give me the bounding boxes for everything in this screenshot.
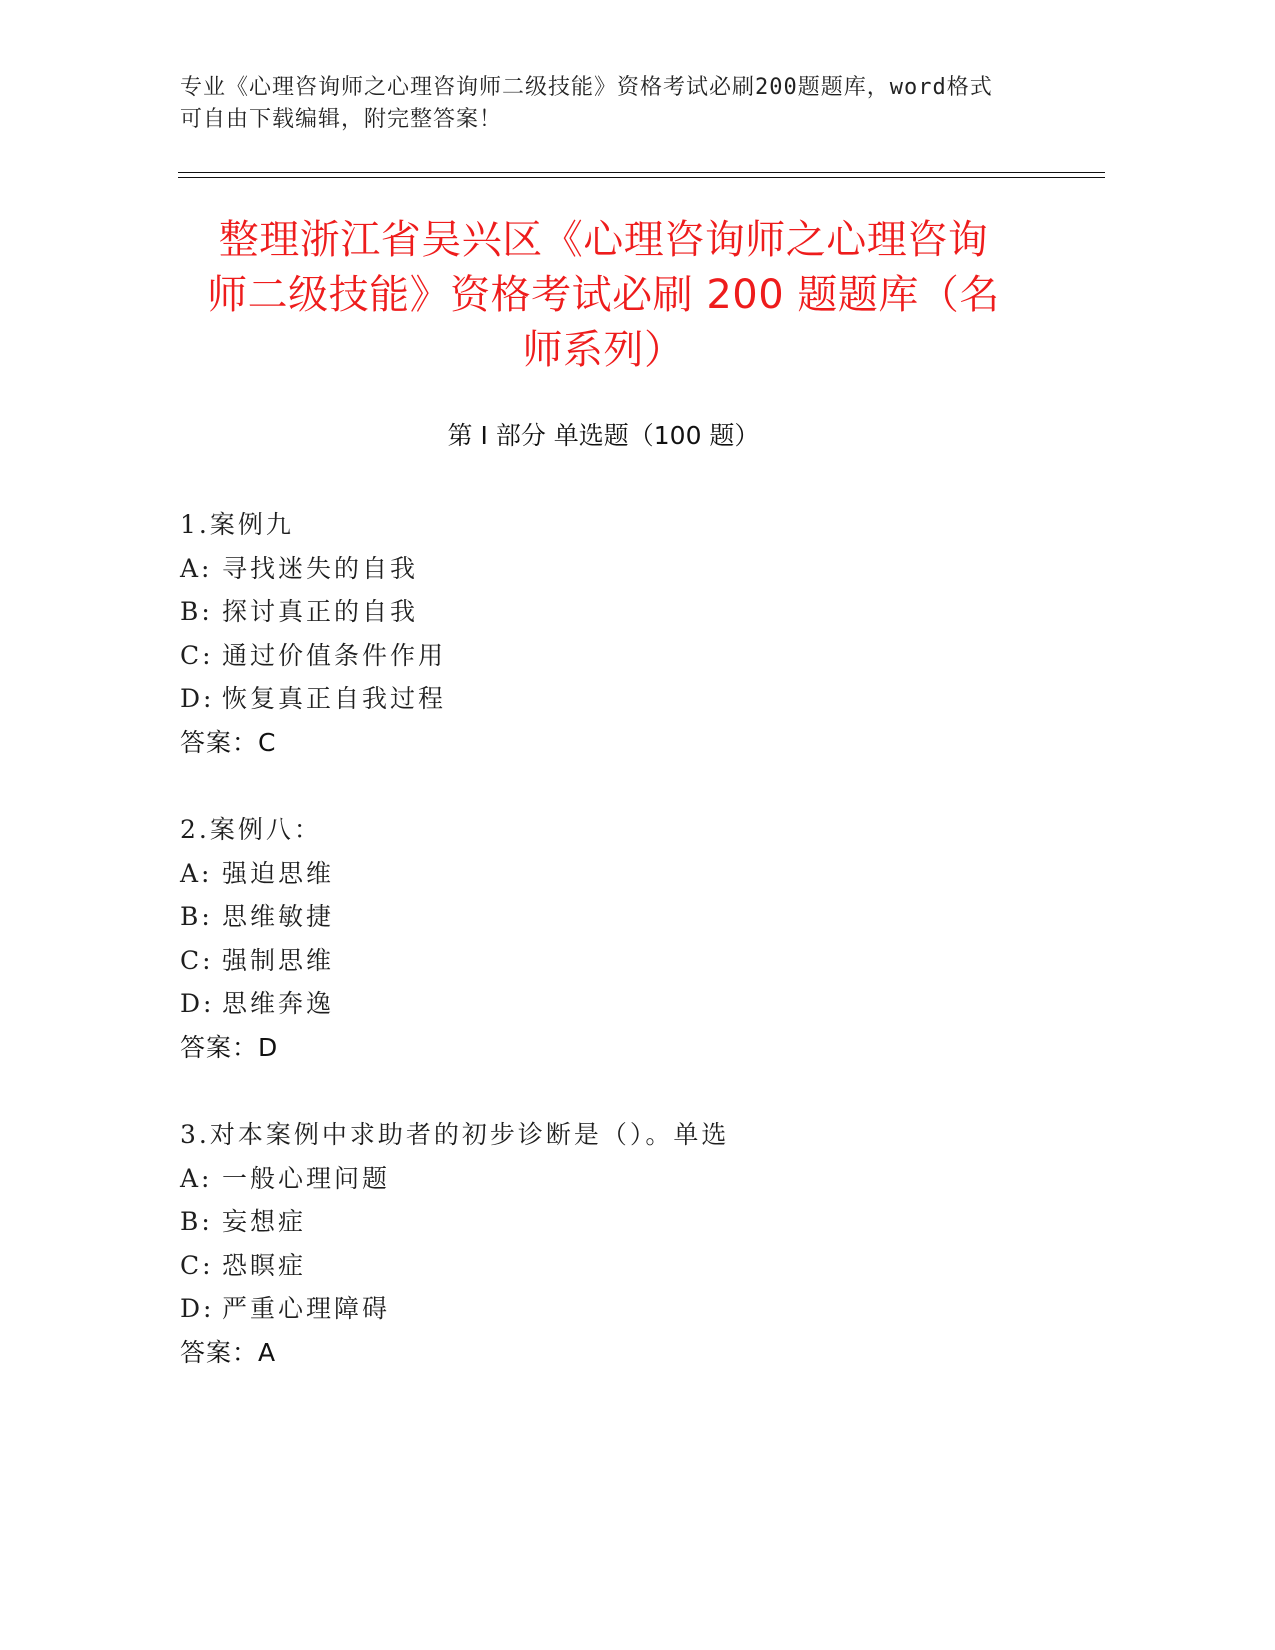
option-label: C:	[180, 640, 214, 670]
option-label: C:	[180, 945, 214, 975]
header-note-line-1: 专业《心理咨询师之心理咨询师二级技能》资格考试必刷200题题库，word格式	[180, 75, 993, 100]
option-c	[180, 939, 880, 983]
answer-line: 答案：A	[180, 1337, 277, 1367]
question-stem: 1.案例九	[180, 510, 294, 539]
header-divider-bottom	[178, 177, 1105, 178]
question-stem: 3.对本案例中求助者的初步诊断是（）。单选	[180, 1120, 730, 1149]
option-a	[180, 547, 880, 591]
option-b	[180, 590, 880, 634]
option-text: 一般心理问题	[222, 1163, 391, 1193]
header-note-line-2: 可自由下载编辑，附完整答案！	[180, 107, 503, 132]
option-text: 恢复真正自我过程	[222, 684, 447, 713]
option-c	[180, 1244, 880, 1288]
option-text: 寻找迷失的自我	[222, 553, 419, 583]
answer-line: 答案：D	[180, 1032, 279, 1062]
document-title-line-1: 整理浙江省吴兴区《心理咨询师之心理咨询	[218, 217, 989, 263]
option-c	[180, 634, 880, 678]
option-text: 恐瞑症	[222, 1250, 307, 1280]
option-label: C:	[180, 1250, 214, 1280]
option-a	[180, 852, 880, 896]
document-title-line-3: 师系列）	[522, 327, 685, 373]
option-label: D:	[180, 989, 215, 1018]
option-a	[180, 1157, 880, 1201]
section-heading: 第 I 部分 单选题（100 题）	[447, 421, 760, 450]
question-stem: 2.案例八：	[180, 815, 322, 844]
option-label: A:	[180, 858, 213, 888]
question-3	[180, 1113, 880, 1374]
option-text: 强制思维	[222, 945, 335, 975]
option-b	[180, 1200, 880, 1244]
option-label: A:	[180, 1163, 213, 1193]
option-label: B:	[180, 1207, 213, 1236]
question-2	[180, 808, 880, 1069]
option-text: 严重心理障碍	[222, 1294, 391, 1323]
answer-line: 答案：C	[180, 727, 277, 757]
option-b	[180, 895, 880, 939]
option-text: 探讨真正的自我	[222, 597, 419, 626]
option-label: A:	[180, 553, 213, 583]
option-text: 通过价值条件作用	[222, 640, 447, 670]
option-text: 妄想症	[222, 1207, 307, 1236]
option-label: B:	[180, 597, 213, 626]
option-text: 思维敏捷	[222, 902, 335, 931]
question-1	[180, 503, 880, 764]
header-divider-top	[178, 172, 1105, 173]
option-text: 思维奔逸	[222, 989, 335, 1018]
option-d	[180, 1287, 880, 1331]
option-d	[180, 677, 880, 721]
document-title-line-2: 师二级技能》资格考试必刷 200 题题库（名	[207, 272, 1000, 318]
option-text: 强迫思维	[222, 858, 335, 888]
option-label: B:	[180, 902, 213, 931]
header-note	[180, 72, 1060, 136]
option-d	[180, 982, 880, 1026]
option-label: D:	[180, 1294, 215, 1323]
option-label: D:	[180, 684, 215, 713]
document-title	[180, 213, 1027, 378]
